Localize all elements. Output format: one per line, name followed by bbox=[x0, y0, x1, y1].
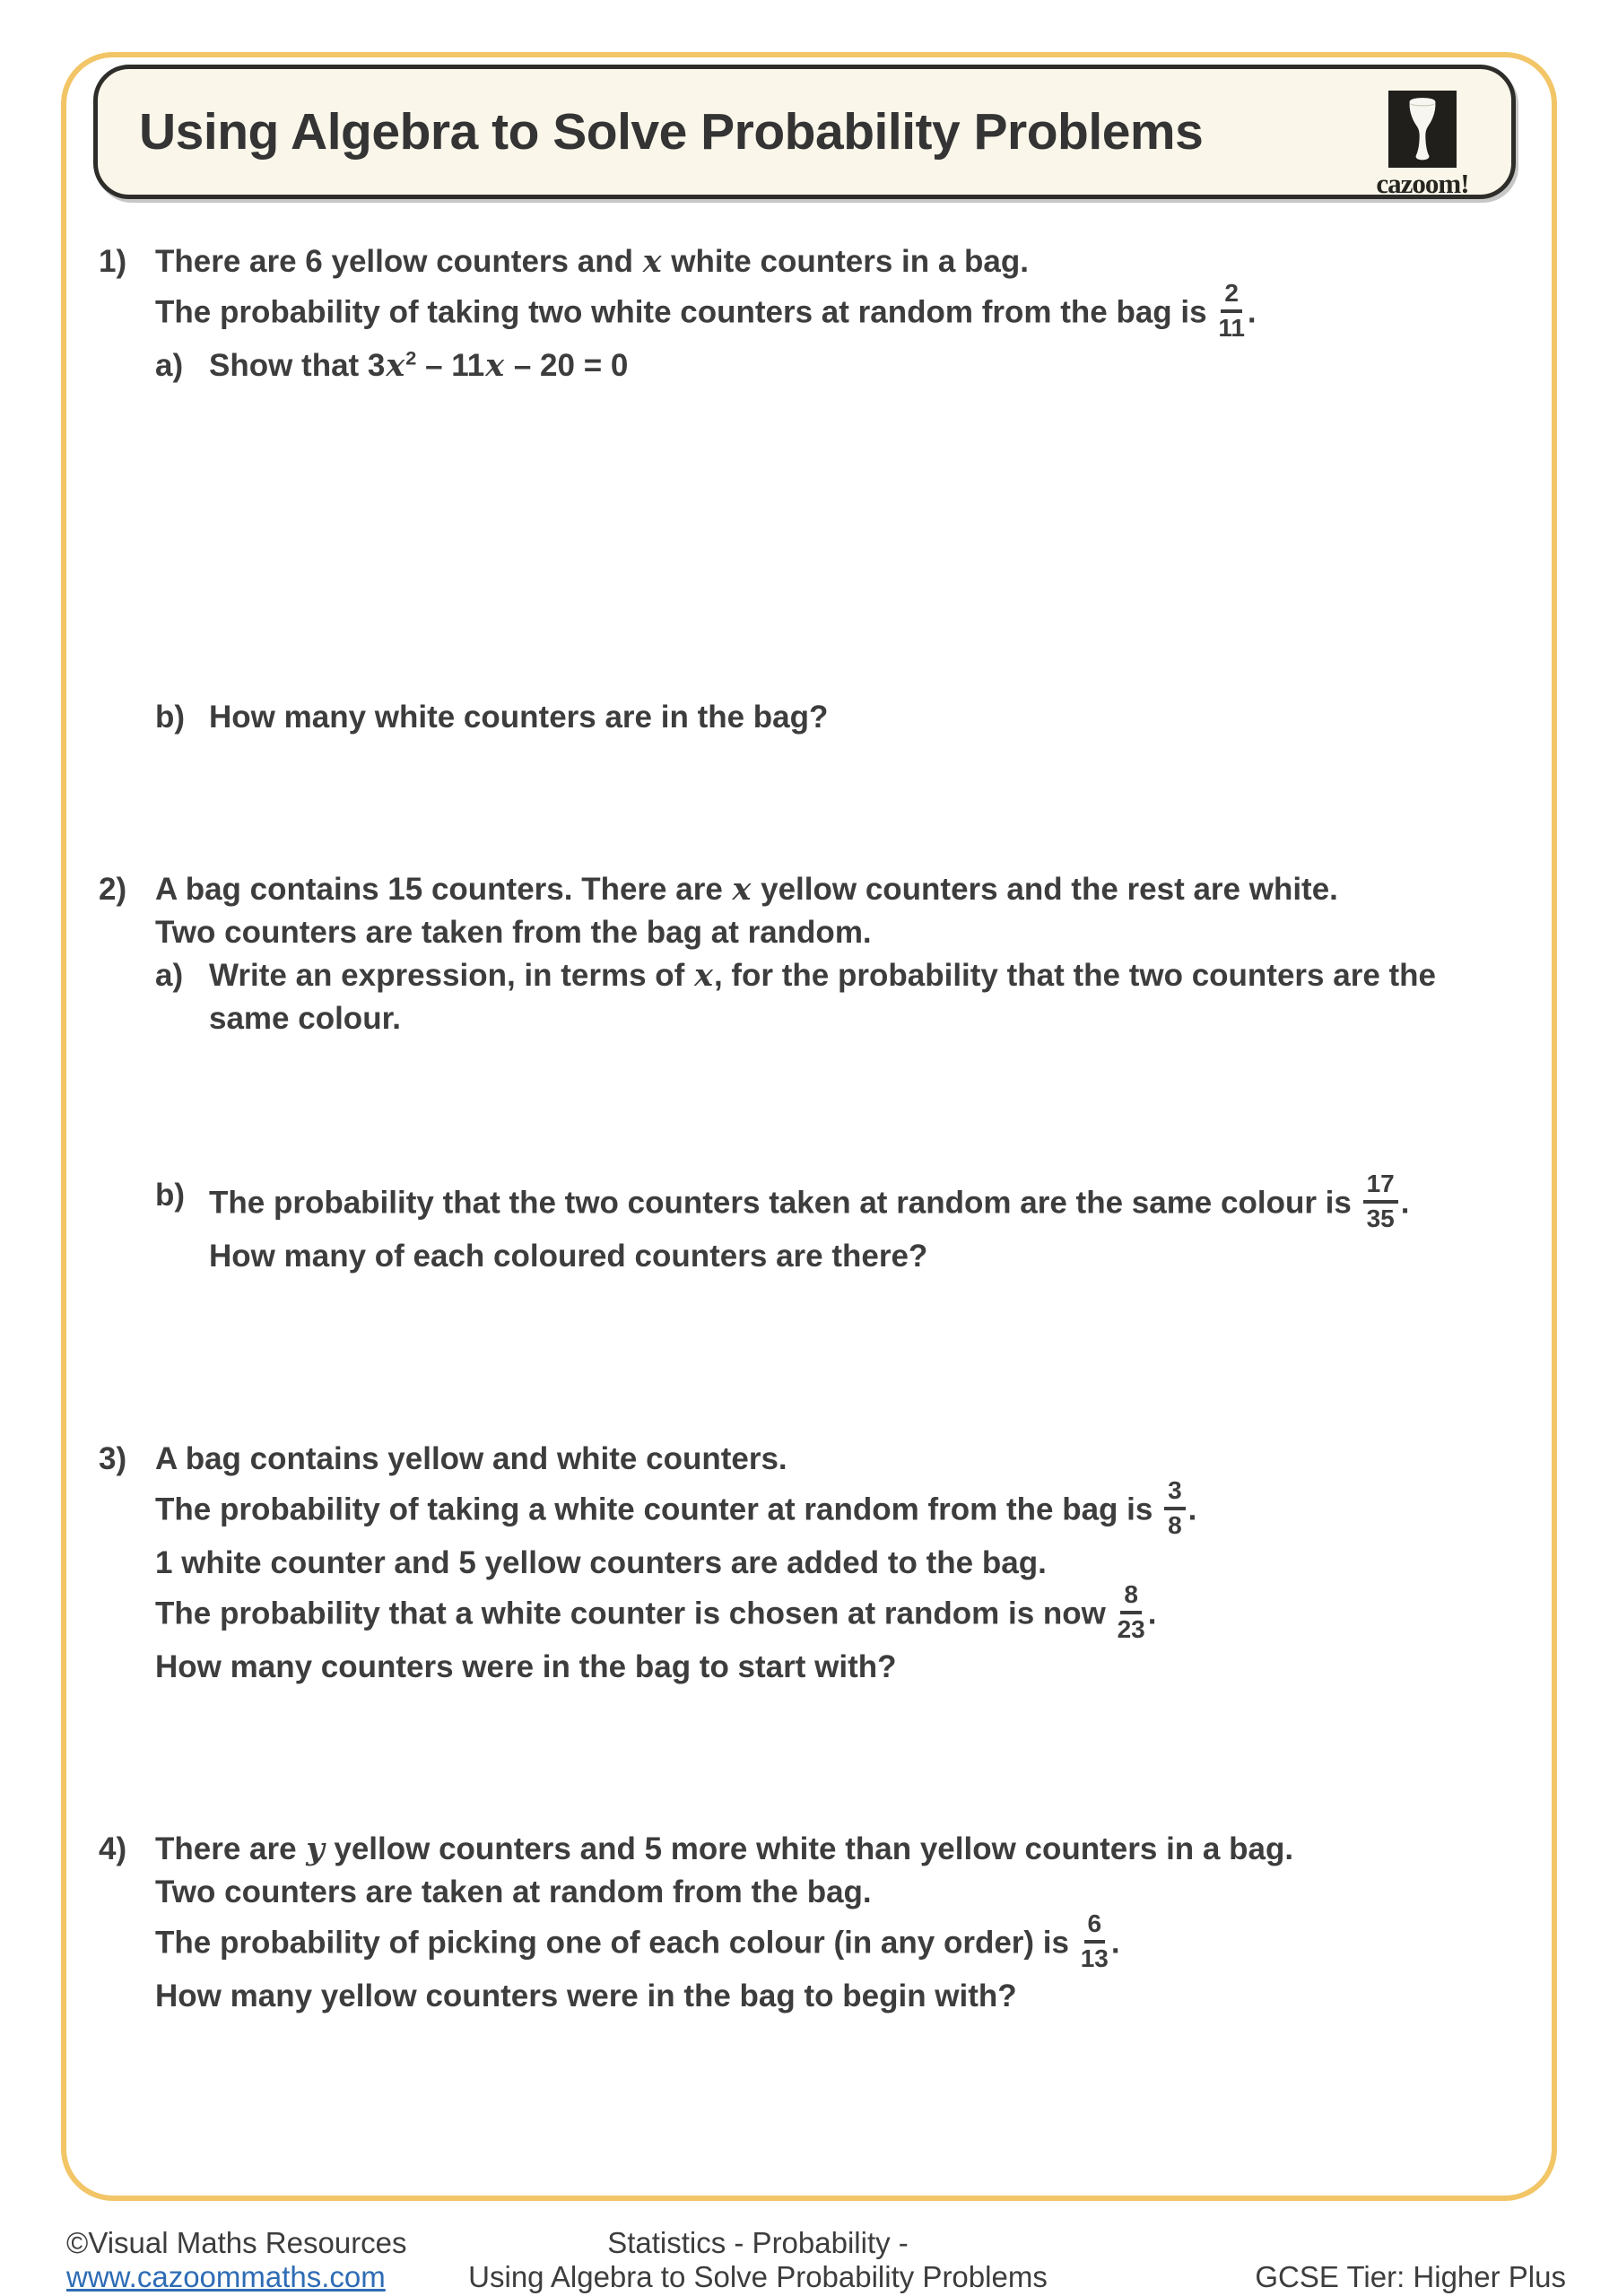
math-variable: x bbox=[642, 243, 662, 280]
question-3-line: The probability that a white counter is chosen at random is now $\frac{8}{23}$ . bbox=[155, 1580, 1157, 1643]
question-2b-line: How many of each coloured counters are there? bbox=[209, 1239, 928, 1274]
page-title: Using Algebra to Solve Probability Problems bbox=[139, 103, 1204, 161]
math-variable: x bbox=[694, 957, 713, 994]
math-variable: x bbox=[485, 347, 505, 384]
fraction: $\frac{6}{13}$ bbox=[1080, 1909, 1109, 1972]
question-1b bbox=[155, 696, 1590, 739]
footer-center bbox=[309, 2226, 1206, 2294]
fraction: $\frac{17}{35}$ bbox=[1363, 1170, 1398, 1231]
cazoom-logo bbox=[1364, 91, 1481, 200]
question-3-line: A bag contains yellow and white counters. bbox=[155, 1441, 787, 1476]
question-4-line: How many yellow counters were in the bag to begin with? bbox=[155, 1979, 1017, 2013]
question-2b-line: The probability that the two counters taken at random are the same colour is $\frac{17}{35}$ . bbox=[209, 1170, 1410, 1232]
question-2a-line: Write an expression, in terms of x, for the probability that the two counters are the bbox=[209, 957, 1437, 994]
question-4-line: There are y yellow counters and 5 more white than yellow counters in a bag. bbox=[155, 1831, 1294, 1867]
question-2a bbox=[155, 954, 1534, 1040]
question-2-line: Two counters are taken from the bag at random. bbox=[155, 915, 872, 950]
math-variable: x bbox=[732, 871, 752, 908]
question-2b bbox=[155, 1170, 1590, 1278]
question-3-line: 1 white counter and 5 yellow counters are added to the bag. bbox=[155, 1545, 1047, 1580]
question-1b-line: How many white counters are in the bag? bbox=[209, 700, 829, 735]
question-4 bbox=[99, 1828, 1534, 2018]
fraction: $\frac{3}{8}$ bbox=[1164, 1477, 1186, 1538]
part-letter: b) bbox=[155, 700, 186, 735]
part-letter: a) bbox=[155, 958, 184, 993]
question-1-line: The probability of taking two white counters at random from the bag is $\frac{2}{11}$ . bbox=[155, 279, 1257, 342]
worksheet-name-text: Using Algebra to Solve Probability Problems bbox=[468, 2260, 1048, 2293]
question-2 bbox=[99, 868, 1534, 1040]
math-variable: x bbox=[386, 347, 405, 384]
cazoom-brand-text: cazoom! bbox=[1376, 168, 1469, 199]
question-2-number: 2) bbox=[99, 872, 127, 907]
footer-right bbox=[1255, 2260, 1566, 2294]
question-4-line: The probability of picking one of each colour (in any order) is $\frac{6}{13}$ . bbox=[155, 1909, 1120, 1972]
worksheet-header bbox=[93, 65, 1516, 199]
part-letter: a) bbox=[155, 348, 184, 383]
question-3 bbox=[99, 1438, 1534, 1689]
fraction: $\frac{8}{23}$ bbox=[1117, 1580, 1145, 1643]
question-2a-line: same colour. bbox=[209, 1001, 401, 1036]
cazoommaths-link[interactable]: www.cazoommaths.com bbox=[66, 2260, 386, 2293]
question-1a bbox=[155, 344, 1534, 387]
question-3-line: The probability of taking a white counter at random from the bag is $\frac{3}{8}$ . bbox=[155, 1476, 1197, 1539]
question-4-number: 4) bbox=[99, 1831, 127, 1866]
copyright-text: ©Visual Maths Resources bbox=[66, 2226, 407, 2259]
question-1 bbox=[99, 240, 1534, 387]
question-1-line: There are 6 yellow counters and x white counters in a bag. bbox=[155, 243, 1029, 280]
question-1a-line: Show that $3x^2 - 11x - 20 = 0$ bbox=[209, 346, 629, 384]
question-3-line: How many counters were in the bag to start with? bbox=[155, 1649, 897, 1684]
djembe-drum-icon bbox=[1388, 91, 1457, 168]
fraction: $\frac{2}{11}$ bbox=[1218, 279, 1245, 342]
topic-text: Statistics - Probability - bbox=[607, 2226, 909, 2259]
math-variable: y bbox=[306, 1831, 325, 1867]
question-2-line: A bag contains 15 counters. There are x yellow counters and the rest are white. bbox=[155, 871, 1338, 908]
tier-text: GCSE Tier: Higher Plus bbox=[1255, 2260, 1566, 2293]
question-1-number: 1) bbox=[99, 244, 127, 279]
part-letter: b) bbox=[155, 1178, 186, 1213]
question-4-line: Two counters are taken at random from the bag. bbox=[155, 1874, 872, 1909]
question-3-number: 3) bbox=[99, 1441, 127, 1476]
